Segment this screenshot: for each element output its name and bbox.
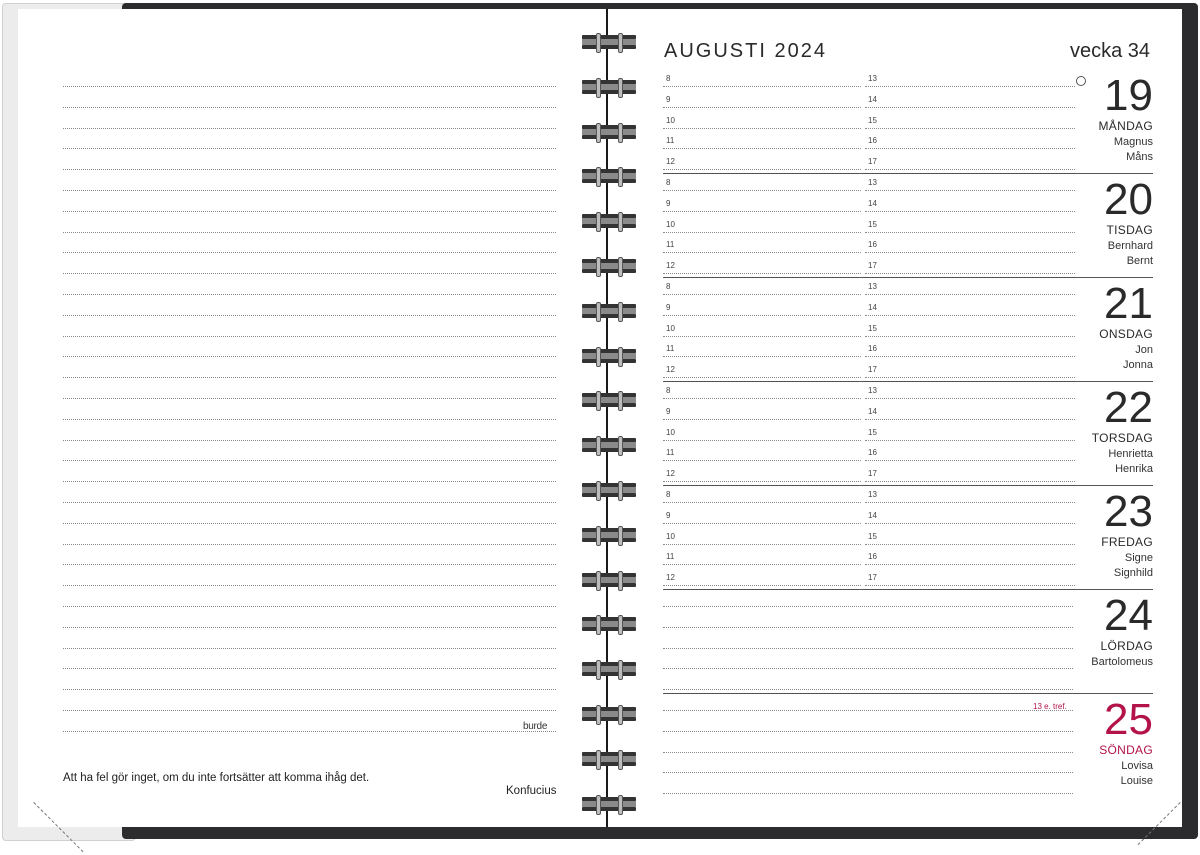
month-title: AUGUSTI 2024 <box>664 40 827 62</box>
hour-label: 14 <box>868 94 877 104</box>
hour-line[interactable] <box>663 128 861 129</box>
day-separator <box>663 173 1153 174</box>
hour-label: 13 <box>868 386 877 395</box>
hour-label: 10 <box>666 323 675 333</box>
brand-logo: burde <box>523 721 548 732</box>
hour-line[interactable] <box>865 294 1075 295</box>
binding-ring <box>582 347 636 365</box>
hour-label: 8 <box>666 490 671 499</box>
hour-label: 17 <box>868 573 877 583</box>
hour-label: 16 <box>868 344 877 354</box>
day-number: 20 <box>1104 175 1153 224</box>
binding-ring <box>582 705 636 723</box>
note-line[interactable] <box>63 440 556 441</box>
hour-label: 12 <box>666 573 675 583</box>
holiday-label: 13 e. tref. <box>1033 702 1067 711</box>
hour-label: 10 <box>666 531 675 541</box>
hour-label: 14 <box>868 302 877 312</box>
day-name: MÅNDAG <box>1098 119 1153 133</box>
day-name: SÖNDAG <box>1099 743 1153 757</box>
quote-author: Konfucius <box>506 785 557 797</box>
hour-line[interactable] <box>865 128 1075 129</box>
note-line[interactable] <box>63 502 556 503</box>
note-line[interactable] <box>63 148 556 149</box>
hour-line[interactable] <box>663 440 861 441</box>
note-line[interactable] <box>63 190 556 191</box>
hour-line[interactable] <box>865 356 1075 357</box>
hour-line[interactable] <box>865 585 1075 586</box>
hour-line[interactable] <box>865 523 1075 524</box>
note-line[interactable] <box>63 564 556 565</box>
binding-ring <box>582 33 636 51</box>
hour-label: 14 <box>868 406 877 416</box>
day-number: 25 <box>1104 695 1153 744</box>
hour-line[interactable] <box>663 148 861 149</box>
hour-label: 16 <box>868 240 877 250</box>
hour-line[interactable] <box>663 169 861 170</box>
hour-label: 17 <box>868 365 877 375</box>
name-day: Bernt <box>1126 255 1153 267</box>
name-day: Jon <box>1135 344 1153 356</box>
hour-line[interactable] <box>663 564 861 565</box>
hour-line[interactable] <box>663 107 861 108</box>
name-day: Henrietta <box>1108 448 1153 460</box>
hour-label: 17 <box>868 469 877 479</box>
hour-label: 11 <box>666 552 675 562</box>
note-line[interactable] <box>663 731 1073 732</box>
hour-label: 12 <box>666 261 675 271</box>
note-line[interactable] <box>63 731 556 732</box>
name-day: Bernhard <box>1107 240 1153 252</box>
binding-ring <box>582 212 636 230</box>
binding-ring <box>582 615 636 633</box>
today-marker-circle[interactable] <box>1076 76 1086 86</box>
name-day: Lovisa <box>1121 760 1153 772</box>
note-line[interactable] <box>63 232 556 233</box>
hour-line[interactable] <box>663 481 861 482</box>
day-number: 24 <box>1104 591 1153 640</box>
binding-ring <box>582 481 636 499</box>
day-name: FREDAG <box>1101 535 1153 549</box>
hour-label: 14 <box>868 198 877 208</box>
hour-label: 9 <box>666 94 671 104</box>
hour-label: 11 <box>666 448 675 458</box>
day-number: 21 <box>1104 279 1153 328</box>
hour-label: 15 <box>868 531 877 541</box>
hour-line[interactable] <box>865 107 1075 108</box>
hour-line[interactable] <box>663 336 861 337</box>
hour-label: 8 <box>666 178 671 187</box>
hour-line[interactable] <box>663 273 861 274</box>
hour-line[interactable] <box>663 502 861 503</box>
day-separator <box>663 589 1153 590</box>
hour-label: 15 <box>868 427 877 437</box>
note-line[interactable] <box>63 544 556 545</box>
hour-label: 9 <box>666 198 671 208</box>
binding-ring <box>582 391 636 409</box>
hour-line[interactable] <box>865 481 1075 482</box>
hour-line[interactable] <box>865 86 1075 87</box>
hour-label: 16 <box>868 552 877 562</box>
hour-line[interactable] <box>663 356 861 357</box>
note-line[interactable] <box>63 668 556 669</box>
hour-label: 9 <box>666 302 671 312</box>
hour-line[interactable] <box>663 252 861 253</box>
note-line[interactable] <box>63 419 556 420</box>
hour-label: 17 <box>868 157 877 167</box>
hour-line[interactable] <box>663 377 861 378</box>
hour-line[interactable] <box>865 169 1075 170</box>
note-line[interactable] <box>63 377 556 378</box>
binding-ring <box>582 750 636 768</box>
hour-label: 13 <box>868 178 877 187</box>
name-day: Bartolomeus <box>1091 656 1153 668</box>
hour-label: 10 <box>666 115 675 125</box>
name-day: Jonna <box>1123 359 1153 371</box>
binding-ring <box>582 167 636 185</box>
hour-line[interactable] <box>865 419 1075 420</box>
hour-label: 8 <box>666 74 671 83</box>
hour-line[interactable] <box>663 294 861 295</box>
note-line[interactable] <box>63 336 556 337</box>
hour-line[interactable] <box>865 315 1075 316</box>
day-name: TORSDAG <box>1091 431 1153 445</box>
name-day: Henrika <box>1115 463 1153 475</box>
binding-ring <box>582 78 636 96</box>
note-line[interactable] <box>63 398 556 399</box>
hour-line[interactable] <box>663 211 861 212</box>
note-line[interactable] <box>663 668 1073 669</box>
hour-line[interactable] <box>663 460 861 461</box>
name-day: Magnus <box>1113 136 1153 148</box>
day-number: 22 <box>1104 383 1153 432</box>
bottom-line <box>663 793 1073 794</box>
note-line[interactable] <box>63 585 556 586</box>
hour-label: 8 <box>666 386 671 395</box>
note-line[interactable] <box>663 648 1073 649</box>
note-line[interactable] <box>63 710 556 711</box>
hour-label: 17 <box>868 261 877 271</box>
hour-line[interactable] <box>865 544 1075 545</box>
hour-label: 11 <box>666 344 675 354</box>
hour-label: 13 <box>868 490 877 499</box>
hour-line[interactable] <box>663 86 861 87</box>
note-line[interactable] <box>63 252 556 253</box>
hour-line[interactable] <box>865 232 1075 233</box>
note-line[interactable] <box>63 128 556 129</box>
hour-label: 12 <box>666 365 675 375</box>
quote-text: Att ha fel gör inget, om du inte fortsätter att komma ihåg det. <box>63 772 370 784</box>
day-name: TISDAG <box>1106 223 1153 237</box>
note-line[interactable] <box>63 211 556 212</box>
note-line[interactable] <box>63 523 556 524</box>
hour-label: 9 <box>666 510 671 520</box>
hour-line[interactable] <box>865 148 1075 149</box>
note-line[interactable] <box>63 273 556 274</box>
hour-label: 15 <box>868 323 877 333</box>
hour-line[interactable] <box>865 398 1075 399</box>
note-line[interactable] <box>663 606 1073 607</box>
hour-label: 9 <box>666 406 671 416</box>
hour-line[interactable] <box>865 211 1075 212</box>
hour-line[interactable] <box>663 544 861 545</box>
hour-line[interactable] <box>865 440 1075 441</box>
week-title: vecka 34 <box>1070 40 1151 62</box>
note-line[interactable] <box>63 460 556 461</box>
hour-label: 8 <box>666 282 671 291</box>
hour-line[interactable] <box>865 252 1075 253</box>
day-number: 23 <box>1104 487 1153 536</box>
note-line[interactable] <box>63 294 556 295</box>
hour-line[interactable] <box>663 315 861 316</box>
name-day: Louise <box>1120 775 1153 787</box>
hour-label: 12 <box>666 469 675 479</box>
day-separator <box>663 381 1153 382</box>
note-line[interactable] <box>663 752 1073 753</box>
hour-label: 13 <box>868 282 877 291</box>
note-line[interactable] <box>63 107 556 108</box>
hour-line[interactable] <box>865 564 1075 565</box>
note-line[interactable] <box>63 648 556 649</box>
hour-line[interactable] <box>663 419 861 420</box>
hour-line[interactable] <box>663 523 861 524</box>
hour-label: 16 <box>868 448 877 458</box>
day-separator <box>663 277 1153 278</box>
binding-ring <box>582 571 636 589</box>
note-line[interactable] <box>663 627 1073 628</box>
hour-line[interactable] <box>663 190 861 191</box>
hour-line[interactable] <box>865 377 1075 378</box>
hour-label: 12 <box>666 157 675 167</box>
hour-label: 16 <box>868 136 877 146</box>
name-day: Signhild <box>1113 567 1153 579</box>
hour-label: 14 <box>868 510 877 520</box>
hour-label: 15 <box>868 115 877 125</box>
note-line[interactable] <box>63 356 556 357</box>
note-line[interactable] <box>663 689 1073 690</box>
note-line[interactable] <box>63 481 556 482</box>
name-day: Måns <box>1126 151 1153 163</box>
hour-label: 13 <box>868 74 877 83</box>
day-number: 19 <box>1104 71 1153 120</box>
note-line[interactable] <box>63 689 556 690</box>
day-separator <box>663 485 1153 486</box>
hour-line[interactable] <box>663 585 861 586</box>
hour-line[interactable] <box>865 336 1075 337</box>
hour-line[interactable] <box>865 190 1075 191</box>
day-name: LÖRDAG <box>1100 639 1153 653</box>
binding-ring <box>582 123 636 141</box>
binding-ring <box>582 257 636 275</box>
hour-label: 11 <box>666 136 675 146</box>
note-line[interactable] <box>63 169 556 170</box>
hour-label: 15 <box>868 219 877 229</box>
note-line[interactable] <box>663 772 1073 773</box>
binding-ring <box>582 302 636 320</box>
note-line[interactable] <box>63 315 556 316</box>
binding-ring <box>582 795 636 813</box>
hour-label: 10 <box>666 427 675 437</box>
binding-ring <box>582 526 636 544</box>
hour-line[interactable] <box>663 398 861 399</box>
hour-line[interactable] <box>865 502 1075 503</box>
name-day: Signe <box>1124 552 1153 564</box>
hour-line[interactable] <box>865 273 1075 274</box>
note-line[interactable] <box>63 86 556 87</box>
note-line[interactable] <box>63 627 556 628</box>
hour-line[interactable] <box>865 460 1075 461</box>
note-line[interactable] <box>63 606 556 607</box>
binding-ring <box>582 436 636 454</box>
binding-ring <box>582 660 636 678</box>
day-name: ONSDAG <box>1099 327 1153 341</box>
hour-line[interactable] <box>663 232 861 233</box>
note-line[interactable] <box>663 710 1073 711</box>
day-separator <box>663 693 1153 694</box>
hour-label: 10 <box>666 219 675 229</box>
hour-label: 11 <box>666 240 675 250</box>
